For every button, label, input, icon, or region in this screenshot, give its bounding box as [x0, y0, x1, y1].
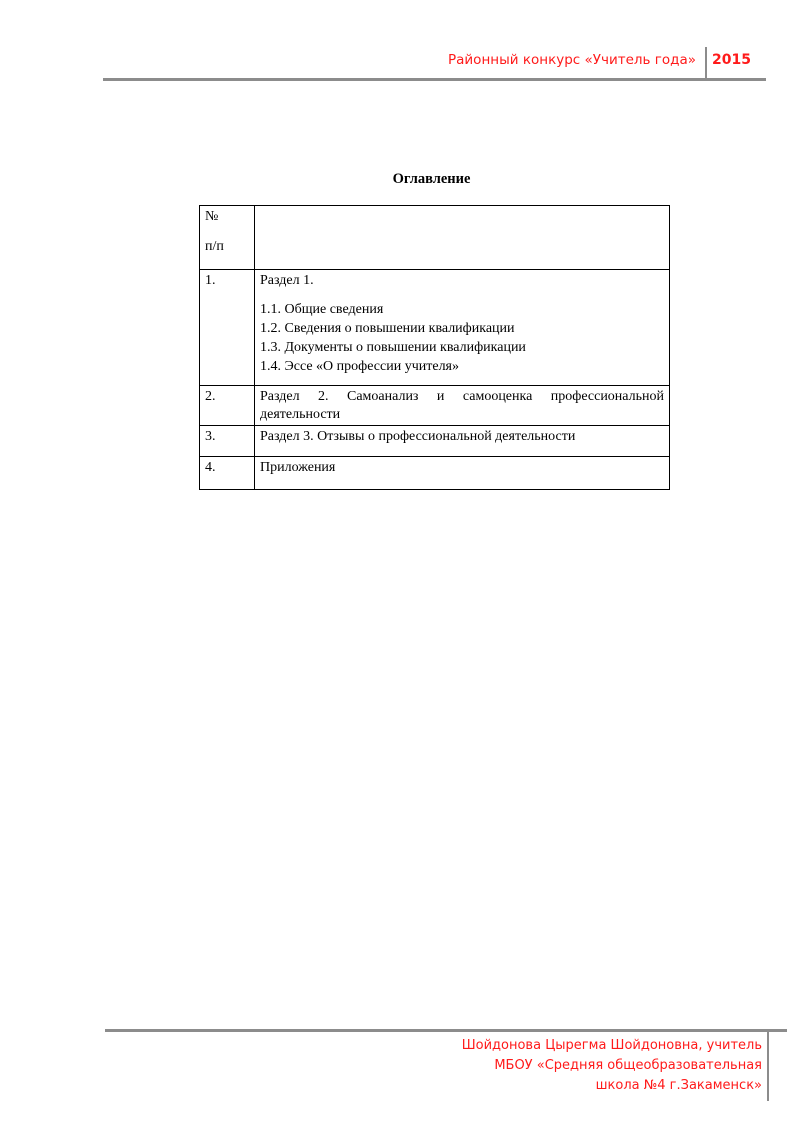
table-row [200, 426, 670, 457]
footer-school-line1: МБОУ «Средняя общеобразовательная [494, 1058, 762, 1073]
table-row [200, 385, 670, 426]
toc-row-text: Раздел 3. Отзывы о профессиональной деятельности [255, 426, 670, 457]
toc-row-number: 3. [200, 426, 255, 457]
number-sign: № [205, 209, 219, 224]
toc-row-number: 2. [200, 385, 255, 426]
toc-row-number: 1. [200, 270, 255, 386]
header-year: 2015 [712, 52, 751, 68]
toc-row-content [255, 270, 670, 386]
header-contest-title: Районный конкурс «Учитель года» [448, 52, 696, 68]
toc-subsection: 1.3. Документы о повышении квалификации [260, 340, 526, 356]
toc-table [199, 205, 670, 490]
toc-row-text: Приложения [255, 457, 670, 490]
toc-subsection: 1.4. Эссе «О профессии учителя» [260, 359, 459, 375]
toc-subsection-list [260, 300, 664, 377]
footer-divider [767, 1031, 769, 1101]
table-row [200, 457, 670, 490]
footer-author: Шойдонова Цырегма Шойдоновна, учитель [461, 1038, 762, 1053]
toc-header-empty-cell [255, 206, 670, 270]
footer-school-line2: школа №4 г.Закаменск» [595, 1078, 762, 1093]
header-rule [103, 78, 766, 81]
toc-row-number: 4. [200, 457, 255, 490]
toc-title: Оглавление [392, 171, 471, 187]
toc-subsection: 1.1. Общие сведения [260, 301, 384, 317]
pp-label: п/п [205, 238, 224, 254]
toc-subsection: 1.2. Сведения о повышении квалификации [260, 321, 515, 337]
toc-row-text: Раздел 2. Самоанализ и самооценка профессиональной деятельности [255, 385, 670, 426]
toc-row-text: Раздел 1. [260, 273, 314, 288]
page-header [0, 0, 793, 82]
footer-rule [105, 1029, 787, 1032]
header-divider [705, 47, 707, 79]
table-row [200, 270, 670, 386]
page-footer [462, 1036, 762, 1096]
toc-header-cell [200, 206, 255, 270]
table-row [200, 206, 670, 270]
